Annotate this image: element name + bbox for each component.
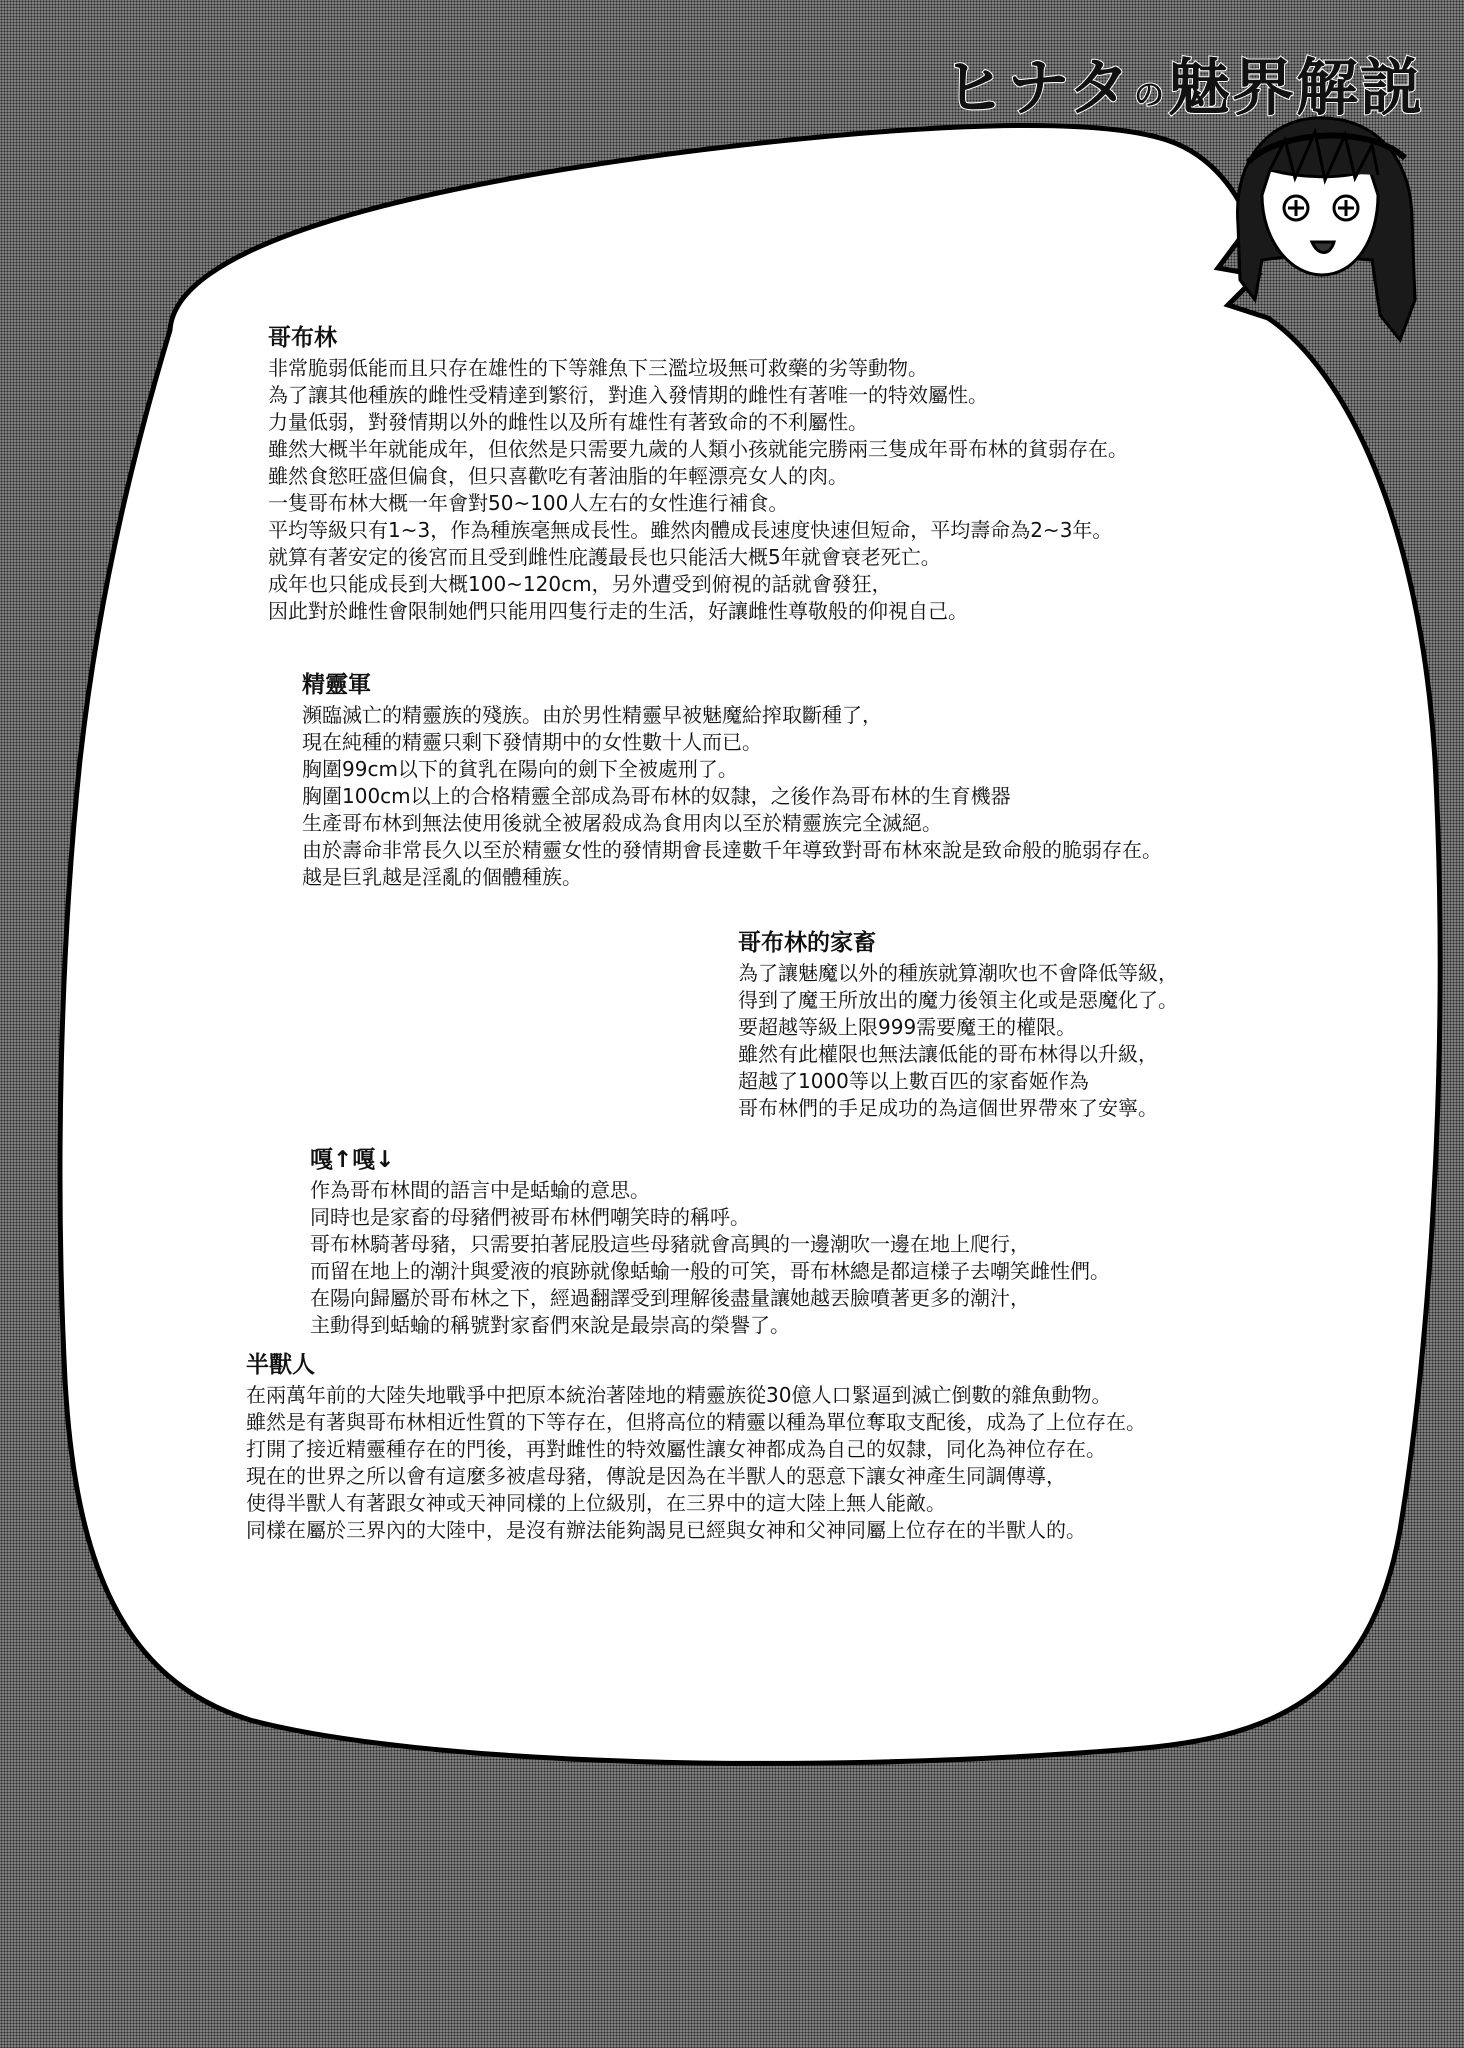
text-line: 哥布林騎著母豬，只需要拍著屁股這些母豬就會高興的一邊潮吹一邊在地上爬行，: [310, 1232, 1030, 1256]
text-line: 非常脆弱低能而且只存在雄性的下等雜魚下三濫垃圾無可救藥的劣等動物。: [268, 356, 928, 380]
text-line: 作為哥布林間的語言中是蛞蝓的意思。: [310, 1178, 650, 1202]
text-line: 同樣在屬於三界內的大陸中，是沒有辦法能夠謁見已經與女神和父神同屬上位存在的半獸人的。: [246, 1518, 1086, 1542]
text-line: 打開了接近精靈種存在的門後，再對雌性的特效屬性讓女神都成為自己的奴隸，同化為神位存在。: [246, 1437, 1106, 1461]
text-line: 越是巨乳越是淫亂的個體種族。: [302, 865, 582, 889]
text-line: 力量低弱，對發情期以外的雌性以及所有雄性有著致命的不利屬性。: [268, 410, 868, 434]
text-line: 而留在地上的潮汁與愛液的痕跡就像蛞蝓一般的可笑，哥布林總是都這樣子去嘲笑雌性們。: [310, 1259, 1110, 1283]
section-elf-army: [302, 670, 1162, 891]
section-heading: 哥布林的家畜: [738, 930, 876, 956]
text-line: 哥布林們的手足成功的為這個世界帶來了安寧。: [738, 1096, 1158, 1120]
section-orc: [246, 1350, 1146, 1544]
section-gaga: [310, 1145, 1110, 1339]
text-line: 現在的世界之所以會有這麼多被虐母豬，傳說是因為在半獸人的惡意下讓女神產生同調傳導，: [246, 1464, 1066, 1488]
text-line: 雖然食慾旺盛但偏食，但只喜歡吃有著油脂的年輕漂亮女人的肉。: [268, 464, 848, 488]
text-line: 胸圍99cm以下的貧乳在陽向的劍下全被處刑了。: [302, 757, 738, 781]
section-goblin: [268, 323, 1128, 625]
character-illustration: [1237, 118, 1415, 340]
text-line: 主動得到蛞蝓的稱號對家畜們來說是最崇高的榮譽了。: [310, 1313, 790, 1337]
section-goblin-livestock: [738, 928, 1178, 1122]
text-line: 要超越等級上限999需要魔王的權限。: [738, 1015, 1077, 1039]
text-line: 在陽向歸屬於哥布林之下，經過翻譯受到理解後盡量讓她越丟臉噴著更多的潮汁，: [310, 1286, 1030, 1310]
text-line: 一隻哥布林大概一年會對50~100人左右的女性進行補食。: [268, 491, 789, 515]
text-line: 現在純種的精靈只剩下發情期中的女性數十人而已。: [302, 730, 762, 754]
text-line: 因此對於雌性會限制她們只能用四隻行走的生活，好讓雌性尊敬般的仰視自己。: [268, 599, 968, 623]
corner-title-part3: 魅界解説: [1167, 51, 1424, 124]
text-line: 瀕臨滅亡的精靈族的殘族。由於男性精靈早被魅魔給搾取斷種了，: [302, 703, 882, 727]
text-line: 在兩萬年前的大陸失地戰爭中把原本統治著陸地的精靈族從30億人口緊逼到滅亡倒數的雜魚動物。: [246, 1383, 1112, 1407]
text-line: 雖然有此權限也無法讓低能的哥布林得以升級，: [738, 1042, 1158, 1066]
section-heading: 哥布林: [268, 325, 337, 351]
text-line: 成年也只能成長到大概100~120cm，另外遭受到俯視的話就會發狂，: [268, 572, 892, 596]
corner-title-part2: の: [1133, 77, 1166, 113]
text-line: 超越了1000等以上數百匹的家畜姬作為: [738, 1069, 1089, 1093]
text-line: 為了讓其他種族的雌性受精達到繁衍，對進入發情期的雌性有著唯一的特效屬性。: [268, 383, 988, 407]
text-line: 平均等級只有1~3，作為種族毫無成長性。雖然肉體成長速度快速但短命，平均壽命為2~3年。: [268, 518, 1113, 542]
text-line: 就算有著安定的後宮而且受到雌性庇護最長也只能活大概5年就會衰老死亡。: [268, 545, 941, 569]
section-heading: 精靈軍: [302, 672, 371, 698]
text-line: 得到了魔王所放出的魔力後領主化或是惡魔化了。: [738, 988, 1178, 1012]
text-line: 生產哥布林到無法使用後就全被屠殺成為食用肉以至於精靈族完全滅絕。: [302, 811, 942, 835]
text-line: 同時也是家畜的母豬們被哥布林們嘲笑時的稱呼。: [310, 1205, 750, 1229]
section-heading: 半獸人: [246, 1352, 315, 1378]
corner-title-part1: ヒナタ: [943, 51, 1132, 124]
text-line: 由於壽命非常長久以至於精靈女性的發情期會長達數千年導致對哥布林來說是致命般的脆弱存在。: [302, 838, 1162, 862]
text-line: 胸圍100cm以上的合格精靈全部成為哥布林的奴隸，之後作為哥布林的生育機器: [302, 784, 1011, 808]
corner-title: [943, 38, 1424, 127]
text-line: 為了讓魅魔以外的種族就算潮吹也不會降低等級，: [738, 961, 1178, 985]
section-heading: 嘎↑嘎↓: [310, 1147, 395, 1173]
text-line: 使得半獸人有著跟女神或天神同樣的上位級別，在三界中的這大陸上無人能敵。: [246, 1491, 946, 1515]
text-line: 雖然大概半年就能成年，但依然是只需要九歲的人類小孩就能完勝兩三隻成年哥布林的貧弱存在。: [268, 437, 1128, 461]
text-line: 雖然是有著與哥布林相近性質的下等存在，但將高位的精靈以種為單位奪取支配後，成為了上位存在。: [246, 1410, 1146, 1434]
